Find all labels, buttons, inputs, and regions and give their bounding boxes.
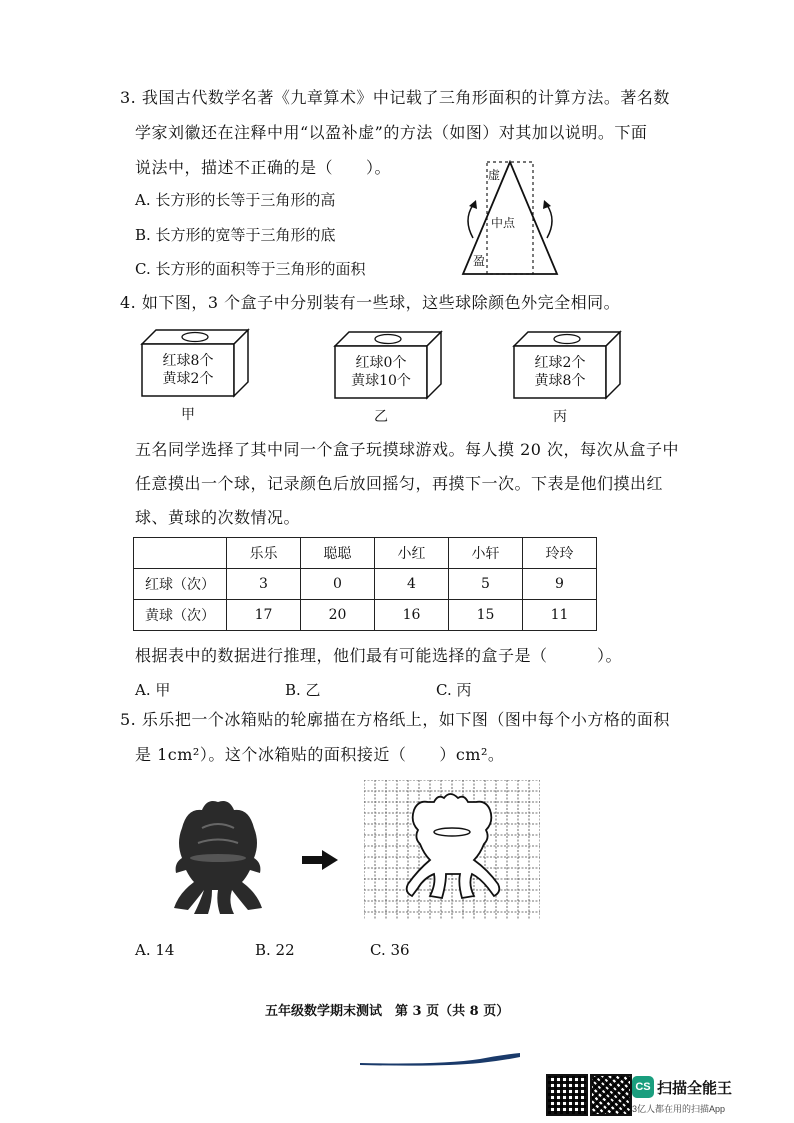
q3-line-2: 学家刘徽还在注释中用“以盈补虚”的方法（如图）对其加以说明。下面 <box>135 123 648 142</box>
table-header-cell: 小红 <box>375 538 449 569</box>
q4-para-1: 五名同学选择了其中同一个盒子玩摸球游戏。每人摸 20 次，每次从盒子中 <box>135 440 680 459</box>
table-cell: 11 <box>523 600 597 631</box>
grid-paper <box>364 780 540 920</box>
q5-option-b: B. 22 <box>255 941 295 959</box>
table-header-cell: 聪聪 <box>301 538 375 569</box>
table-cell: 3 <box>227 569 301 600</box>
table-cell: 黄球（次） <box>134 600 227 631</box>
table-cell: 4 <box>375 569 449 600</box>
qr-code-icon <box>546 1074 588 1116</box>
q3-line-1: 3. 我国古代数学名著《九章算术》中记载了三角形面积的计算方法。著名数 <box>120 88 670 107</box>
table-cell: 20 <box>301 600 375 631</box>
q4-option-b: B. 乙 <box>285 681 321 699</box>
table-cell: 17 <box>227 600 301 631</box>
box-bing <box>512 330 622 400</box>
box-bing-red: 红球2个 <box>534 355 586 371</box>
fig-label-ying: 盈 <box>473 254 486 268</box>
q4-question: 根据表中的数据进行推理，他们最有可能选择的盒子是（ ）。 <box>135 646 623 665</box>
q4-option-a: A. 甲 <box>135 681 171 699</box>
table-cell: 9 <box>523 569 597 600</box>
qr-code-icon <box>590 1074 632 1116</box>
q3-figure <box>455 160 575 280</box>
q4-para-3: 球、黄球的次数情况。 <box>135 508 301 527</box>
watermark-tagline: 3亿人都在用的扫描App <box>632 1104 726 1114</box>
table-cell: 红球（次） <box>134 569 227 600</box>
q5-option-a: A. 14 <box>135 941 175 959</box>
grid-outline-figure <box>364 780 540 920</box>
table-header-cell: 小轩 <box>449 538 523 569</box>
fig-label-xu: 虚 <box>488 168 501 182</box>
q5-option-c: C. 36 <box>370 941 410 959</box>
q5-line-2: 是 1cm²）。这个冰箱贴的面积接近（ ）cm²。 <box>135 745 505 764</box>
table-header-cell: 乐乐 <box>227 538 301 569</box>
box-yi-red: 红球0个 <box>355 355 407 371</box>
table-header-cell <box>134 538 227 569</box>
watermark-brand: 扫描全能王 <box>657 1080 733 1097</box>
box-bing-label: 丙 <box>553 409 567 425</box>
scan-swoosh <box>360 1052 520 1062</box>
box-bing-yellow: 黄球8个 <box>534 373 586 389</box>
table-header-row <box>134 538 597 569</box>
box-jia-red: 红球8个 <box>162 353 214 369</box>
right-arrow-icon <box>302 850 338 874</box>
page-footer: 五年级数学期末测试 第 3 页（共 8 页） <box>265 1004 510 1019</box>
box-yi <box>333 330 443 400</box>
table-cell: 16 <box>375 600 449 631</box>
results-table <box>133 537 597 631</box>
q4-line-1: 4. 如下图，3 个盒子中分别装有一些球，这些球除颜色外完全相同。 <box>120 293 621 312</box>
q3-option-c: C. 长方形的面积等于三角形的面积 <box>135 260 366 278</box>
table-cell: 0 <box>301 569 375 600</box>
box-yi-label: 乙 <box>374 409 388 425</box>
q3-option-b: B. 长方形的宽等于三角形的底 <box>135 226 336 244</box>
table-row <box>134 600 597 631</box>
table-cell: 5 <box>449 569 523 600</box>
camscanner-logo-icon: CS <box>632 1076 654 1098</box>
box-jia <box>140 328 250 398</box>
bronze-vessel-image <box>162 798 274 918</box>
table-row <box>134 569 597 600</box>
fig-label-midpoint: 中点 <box>491 216 516 230</box>
table-header-cell: 玲玲 <box>523 538 597 569</box>
box-jia-yellow: 黄球2个 <box>162 371 214 387</box>
q4-para-2: 任意摸出一个球，记录颜色后放回摇匀，再摸下一次。下表是他们摸出红 <box>135 474 664 493</box>
q3-line-3: 说法中，描述不正确的是（ ）。 <box>135 158 392 177</box>
q4-option-c: C. 丙 <box>436 681 472 699</box>
q3-option-a: A. 长方形的长等于三角形的高 <box>135 191 336 209</box>
q5-line-1: 5. 乐乐把一个冰箱贴的轮廓描在方格纸上，如下图（图中每个小方格的面积 <box>120 710 670 729</box>
box-jia-label: 甲 <box>181 407 195 423</box>
table-cell: 15 <box>449 600 523 631</box>
box-yi-yellow: 黄球10个 <box>351 373 411 389</box>
